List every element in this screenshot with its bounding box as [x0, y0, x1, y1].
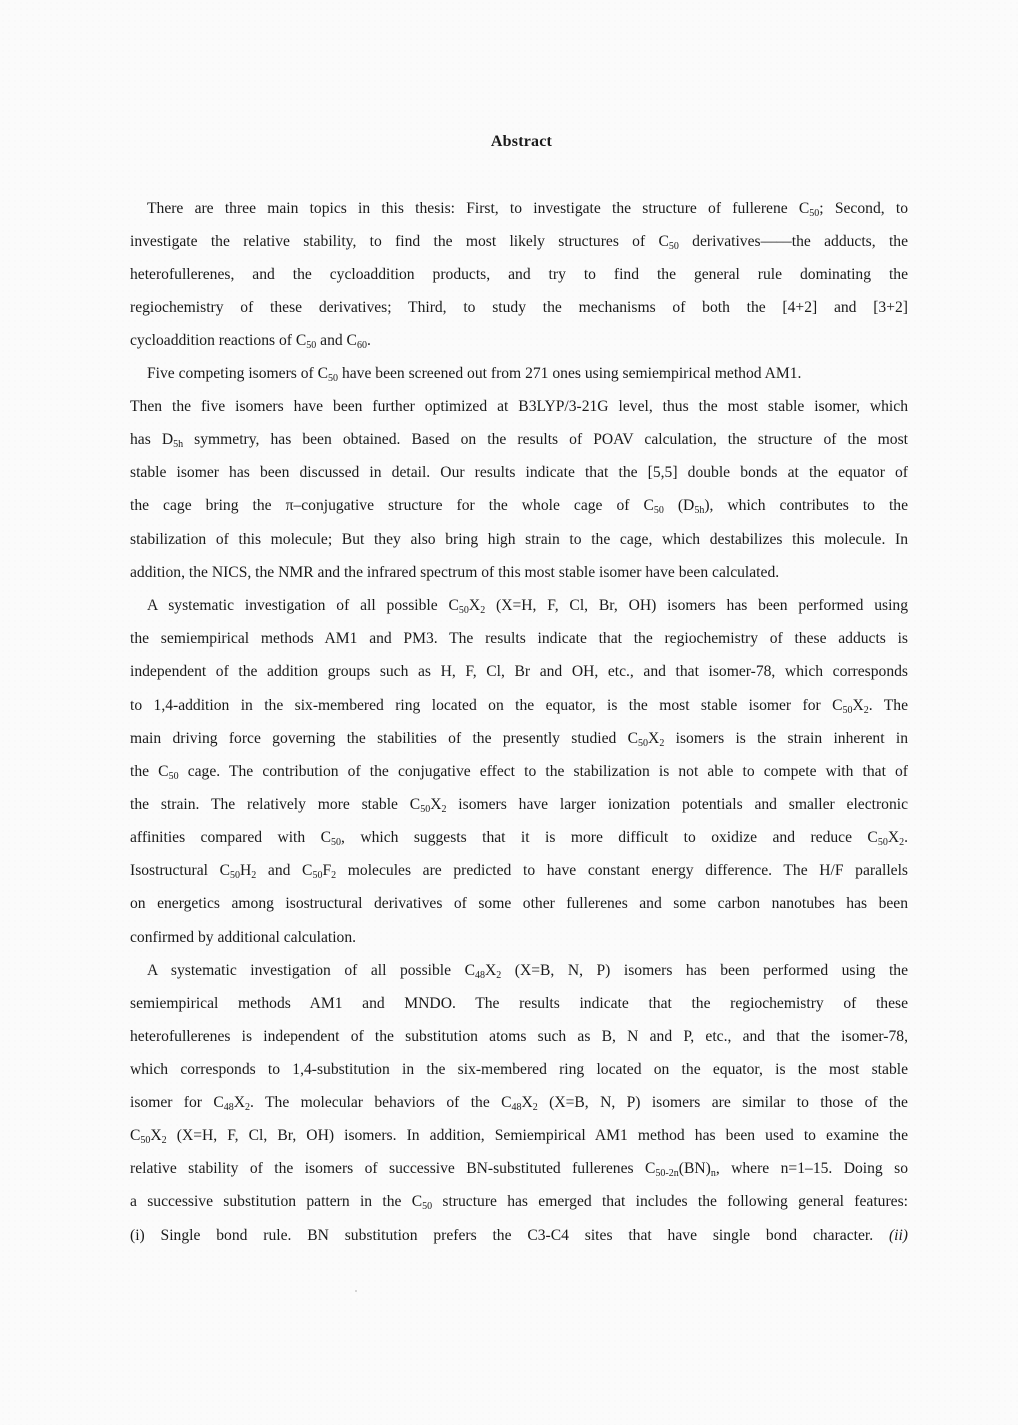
text-line: There are three main topics in this thesis: First, to investigate the structure of fullerene $C_{50}$; Second, to	[147, 200, 908, 219]
text-line: the semiempirical methods AM1 and PM3. The results indicate that the regiochemistry of these adducts is	[130, 630, 908, 647]
text-line: stabilization of this molecule; But they also bring high strain to the cage, which destabilizes this molecule. In	[130, 531, 908, 548]
text-line: regiochemistry of these derivatives; Third, to study the mechanisms of both the [4+2] and [3+2]	[130, 299, 908, 316]
text-line: (i) Single bond rule. BN substitution prefers the C3-C4 sites that have single bond character. (ii)	[130, 1227, 908, 1244]
text-line: addition, the NICS, the NMR and the infrared spectrum of this most stable isomer have been calculated.	[130, 564, 780, 581]
text-line: investigate the relative stability, to find the most likely structures of $C_{50}$ derivatives——the adducts, the	[130, 233, 908, 252]
text-line: the cage bring the π–conjugative structure for the whole cage of $C_{50}$ $(D_{5h})$, which contributes to the	[130, 497, 909, 516]
text-line: confirmed by additional calculation.	[130, 929, 357, 946]
text-line: a successive substitution pattern in the $C_{50}$ structure has emerged that includes the following general features:	[130, 1193, 908, 1212]
text-line: Isostructural $C_{50}H_2$ and $C_{50}F_2$ molecules are predicted to have constant energy difference. The H/F parallels	[130, 862, 909, 881]
text-line: isomer for $C_{48}X_2$. The molecular behaviors of the $C_{48}X_2$ (X=B, N, P) isomers are similar to those of the	[130, 1094, 908, 1113]
page-title: Abstract	[490, 133, 553, 150]
text-line: the $C_{50}$ cage. The contribution of the conjugative effect to the stabilization is not able to compete with that of	[130, 763, 909, 782]
text-line: Five competing isomers of $C_{50}$ have been screened out from 271 ones using semiempirical method AM1.	[147, 365, 802, 384]
scan-speck	[355, 1290, 357, 1292]
text-line: has $D_{5h}$ symmetry, has been obtained. Based on the results of POAV calculation, the structure of the most	[130, 431, 908, 450]
text-line: heterofullerenes, and the cycloaddition products, and try to find the general rule dominating the	[130, 266, 908, 283]
text-line: the strain. The relatively more stable $C_{50}X_2$ isomers have larger ionization potentials and smaller electronic	[130, 796, 908, 815]
text-line: A systematic investigation of all possible $C_{48}X_2$ (X=B, N, P) isomers has been performed using the	[147, 962, 908, 981]
text-line: $C_{50}X_2$ (X=H, F, Cl, Br, OH) isomers. In addition, Semiempirical AM1 method has been used to examine the	[130, 1127, 908, 1146]
text-line: semiempirical methods AM1 and MNDO. The results indicate that the regiochemistry of these	[130, 995, 908, 1012]
text-line: stable isomer has been discussed in detail. Our results indicate that the [5,5] double bonds at the equator of	[130, 464, 908, 481]
text-line: main driving force governing the stabilities of the presently studied $C_{50}X_2$ isomers is the strain inherent in	[130, 730, 908, 749]
text-line: Then the five isomers have been further optimized at B3LYP/3-21G level, thus the most stable isomer, which	[130, 398, 908, 415]
text-line: affinities compared with $C_{50}$, which suggests that it is more difficult to oxidize and reduce $C_{50}X_2$.	[130, 829, 908, 848]
text-line: which corresponds to 1,4-substitution in the six-membered ring located on the equator, is the most stable	[130, 1061, 908, 1078]
text-line: relative stability of the isomers of successive BN-substituted fullerenes $C_{50-2n}(BN)_n$, where n=1–15. Doing so	[130, 1160, 908, 1179]
text-line: to 1,4-addition in the six-membered ring located on the equator, is the most stable isomer for $C_{50}X_2$. The	[130, 697, 908, 716]
text-line: cycloaddition reactions of $C_{50}$ and $C_{60}$.	[130, 332, 371, 351]
text-line: A systematic investigation of all possible $C_{50}X_2$ (X=H, F, Cl, Br, OH) isomers has been performed using	[147, 597, 908, 616]
text-line: heterofullerenes is independent of the substitution atoms such as B, N and P, etc., and that the isomer-78,	[130, 1028, 908, 1045]
text-line: on energetics among isostructural derivatives of some other fullerenes and some carbon nanotubes has been	[130, 895, 908, 912]
text-line: independent of the addition groups such as H, F, Cl, Br and OH, etc., and that isomer-78, which corresponds	[130, 663, 908, 680]
